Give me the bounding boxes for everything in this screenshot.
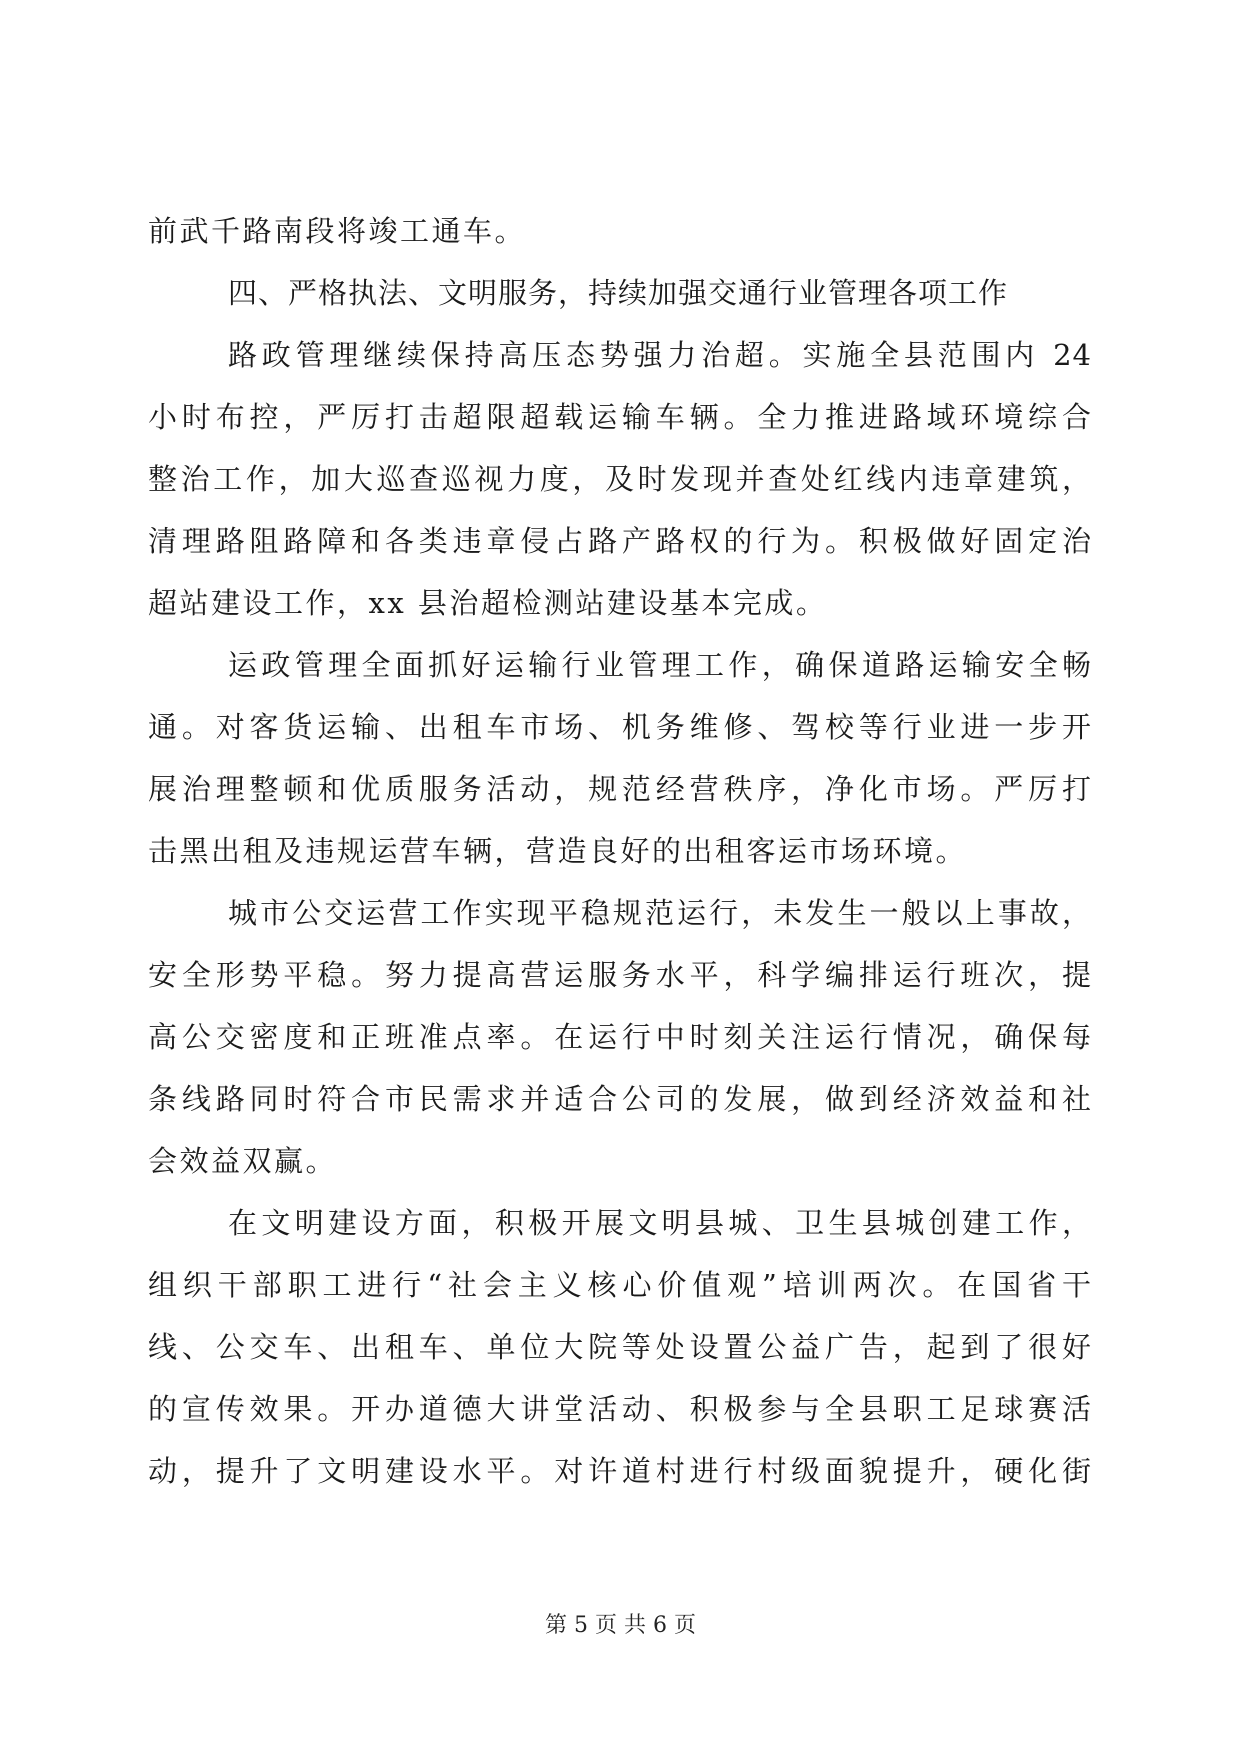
- page-number-footer: 第 5 页 共 6 页: [545, 1613, 696, 1638]
- text-line: 会效益双赢。: [148, 1144, 338, 1178]
- text-line: 展治理整顿和优质服务活动，规范经营秩序，净化市场。严厉打: [148, 772, 1092, 806]
- text-line: 前武千路南段将竣工通车。: [148, 214, 527, 248]
- text-line: 小时布控，严厉打击超限超载运输车辆。全力推进路域环境综合: [148, 400, 1092, 434]
- text-line: 通。对客货运输、出租车市场、机务维修、驾校等行业进一步开: [148, 710, 1092, 744]
- text-line: 城市公交运营工作实现平稳规范运行，未发生一般以上事故，: [228, 896, 1092, 930]
- text-line: 的宣传效果。开办道德大讲堂活动、积极参与全县职工足球赛活: [148, 1392, 1092, 1426]
- text-line: 整治工作，加大巡查巡视力度，及时发现并查处红线内违章建筑，: [148, 462, 1092, 496]
- text-line: 线、公交车、出租车、单位大院等处设置公益广告，起到了很好: [148, 1330, 1092, 1364]
- section-heading: 四、严格执法、文明服务，持续加强交通行业管理各项工作: [228, 276, 1009, 310]
- text-line: 运政管理全面抓好运输行业管理工作，确保道路运输安全畅: [228, 648, 1092, 682]
- text-line: 组织干部职工进行“社会主义核心价值观”培训两次。在国省干: [148, 1268, 1092, 1302]
- text-line: 动，提升了文明建设水平。对许道村进行村级面貌提升，硬化街: [148, 1454, 1092, 1488]
- text-line: 超站建设工作，xx 县治超检测站建设基本完成。: [148, 586, 828, 620]
- body-text: [148, 200, 1092, 1502]
- text-line: 高公交密度和正班准点率。在运行中时刻关注运行情况，确保每: [148, 1020, 1092, 1054]
- text-line: 击黑出租及违规运营车辆，营造良好的出租客运市场环境。: [148, 834, 968, 868]
- text-line: 条线路同时符合市民需求并适合公司的发展，做到经济效益和社: [148, 1082, 1092, 1116]
- text-line: 路政管理继续保持高压态势强力治超。实施全县范围内 24: [228, 338, 1092, 372]
- text-line: 在文明建设方面，积极开展文明县城、卫生县城创建工作，: [228, 1206, 1092, 1240]
- text-line: 安全形势平稳。努力提高营运服务水平，科学编排运行班次，提: [148, 958, 1092, 992]
- text-line: 清理路阻路障和各类违章侵占路产路权的行为。积极做好固定治: [148, 524, 1092, 558]
